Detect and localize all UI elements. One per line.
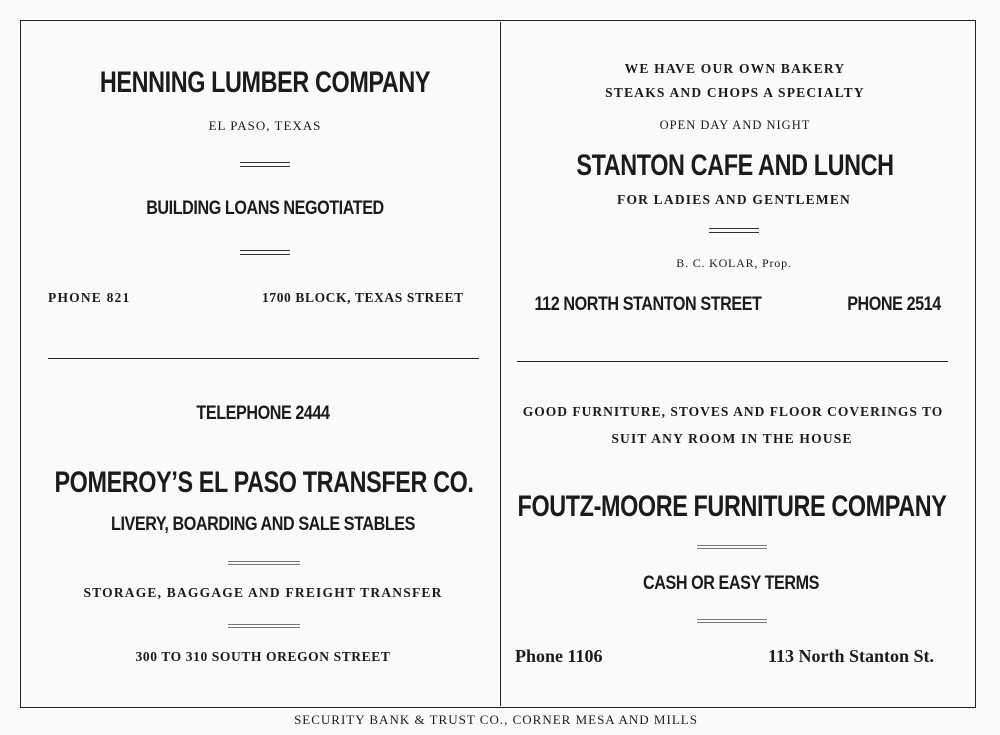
- stanton-hours: OPEN DAY AND NIGHT: [659, 118, 811, 132]
- stanton-address: 112 NORTH STANTON STREET: [534, 294, 762, 315]
- stanton-audience: FOR LADIES AND GENTLEMEN: [617, 192, 851, 207]
- foutz-rule-2: [697, 619, 767, 623]
- foutz-address: 113 North Stanton St.: [768, 646, 935, 666]
- henning-phone: PHONE 821: [48, 290, 131, 305]
- stanton-rule: [709, 228, 759, 233]
- foutz-line2: SUIT ANY ROOM IN THE HOUSE: [611, 431, 853, 446]
- stanton-proprietor: B. C. KOLAR, Prop.: [676, 256, 792, 270]
- pomeroy-name: POMEROY’S EL PASO TRANSFER CO.: [54, 466, 474, 499]
- pomeroy-address: 300 TO 310 SOUTH OREGON STREET: [135, 649, 391, 664]
- left-horizontal-divider: [48, 358, 479, 359]
- pomeroy-services: LIVERY, BOARDING AND SALE STABLES: [111, 514, 415, 535]
- pomeroy-rule-2: [228, 624, 300, 628]
- pomeroy-rule-1: [228, 561, 300, 565]
- henning-rule-1: [240, 162, 290, 167]
- stanton-name: STANTON CAFE AND LUNCH: [576, 149, 894, 182]
- henning-name: HENNING LUMBER COMPANY: [99, 66, 431, 99]
- pomeroy-telephone: TELEPHONE 2444: [196, 403, 330, 424]
- vertical-divider: [500, 22, 501, 706]
- henning-rule-2: [240, 250, 290, 255]
- foutz-terms: CASH OR EASY TERMS: [642, 573, 820, 594]
- henning-city: EL PASO, TEXAS: [208, 118, 322, 133]
- foutz-phone: Phone 1106: [515, 646, 603, 666]
- stanton-line2: STEAKS AND CHOPS A SPECIALTY: [605, 85, 865, 100]
- stanton-phone: PHONE 2514: [847, 294, 941, 315]
- foutz-line1: GOOD FURNITURE, STOVES AND FLOOR COVERINGS TO: [522, 404, 944, 419]
- right-horizontal-divider: [517, 361, 948, 362]
- footer-text: SECURITY BANK & TRUST CO., CORNER MESA AND MILLS: [294, 712, 698, 727]
- page-frame: [20, 20, 976, 708]
- pomeroy-storage: STORAGE, BAGGAGE AND FREIGHT TRANSFER: [83, 585, 443, 600]
- foutz-name: FOUTZ-MOORE FURNITURE COMPANY: [517, 490, 947, 523]
- henning-tagline: BUILDING LOANS NEGOTIATED: [146, 198, 384, 219]
- henning-address: 1700 BLOCK, TEXAS STREET: [262, 290, 464, 305]
- foutz-rule-1: [697, 545, 767, 549]
- stanton-line1: WE HAVE OUR OWN BAKERY: [624, 61, 846, 76]
